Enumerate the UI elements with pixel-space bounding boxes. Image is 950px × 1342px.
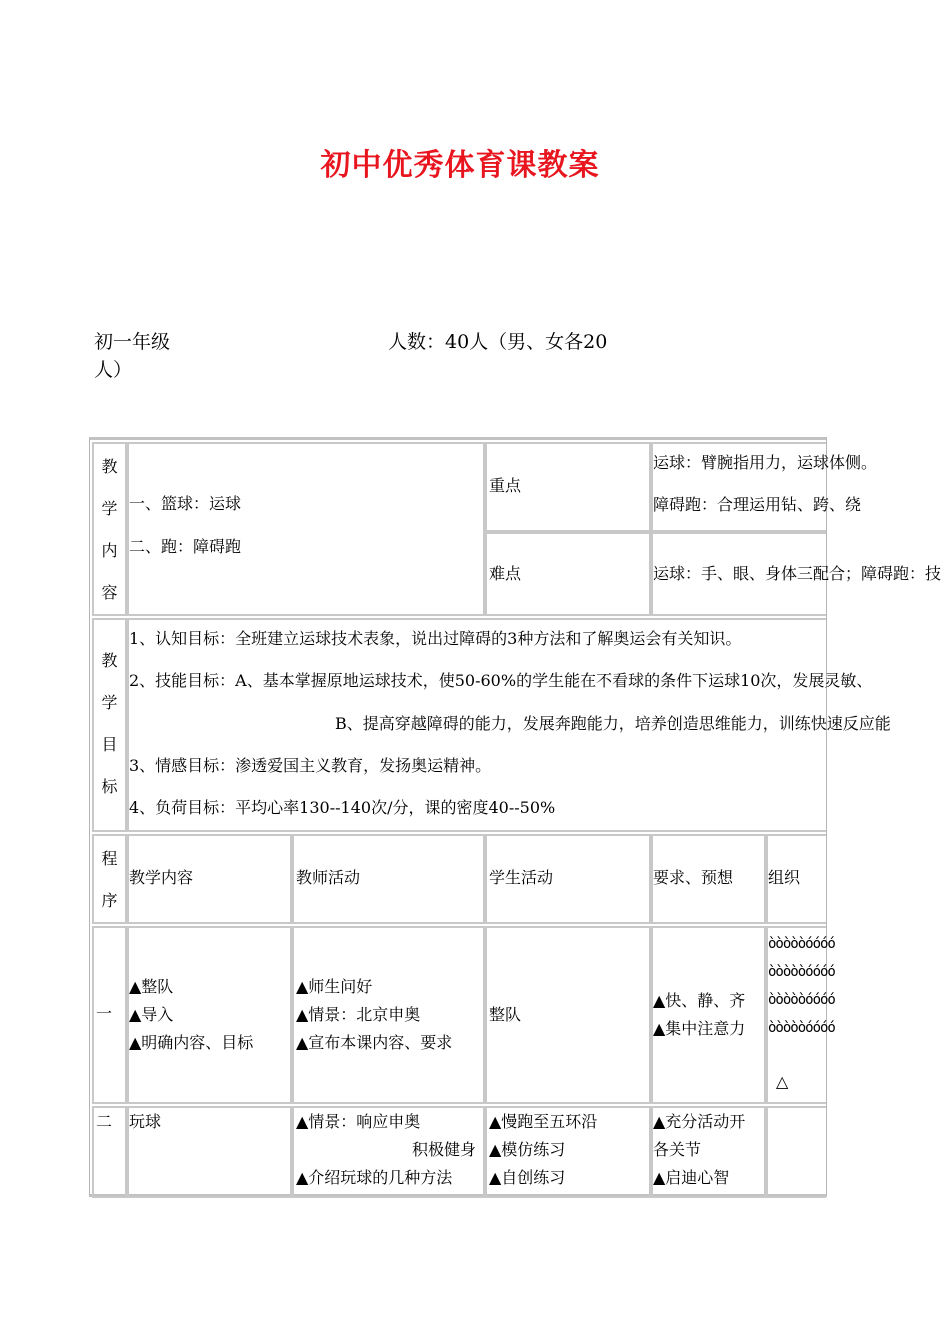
- content-label-char: 教: [101, 457, 118, 476]
- row1-student-cell: [485, 926, 651, 1104]
- header-teacher: 教师活动: [296, 868, 361, 887]
- row2-student-cell: [485, 1106, 651, 1198]
- row1-org-cell: [766, 926, 835, 1104]
- row2-student-item: ▲慢跑至五环沿: [489, 1112, 598, 1131]
- key-label-cell: [485, 442, 651, 532]
- student-count: 人数：40人（男、女各20: [388, 331, 608, 353]
- header-req: 要求、预想: [653, 868, 734, 887]
- row1-req-item: ▲集中注意力: [653, 1019, 746, 1038]
- row1-content-cell: [127, 926, 292, 1104]
- row2-content-cell: [127, 1106, 292, 1198]
- content-item: 一、篮球：运球: [129, 494, 242, 513]
- row2-teacher-item: ▲介绍玩球的几种方法: [296, 1168, 453, 1187]
- goal-line: 2、技能目标：A、基本掌握原地运球技术，使50-60%的学生能在不看球的条件下运球10次，发展灵敏、: [129, 671, 873, 690]
- goal-label-cell: [92, 618, 127, 832]
- goal-label-char: 标: [101, 777, 118, 796]
- goal-label-char: 目: [101, 735, 118, 754]
- row2-student-item: ▲模仿练习: [489, 1140, 566, 1159]
- row2-teacher-item: ▲情景：响应申奥: [296, 1112, 421, 1131]
- row1-order: 一: [96, 1004, 113, 1023]
- header-student-cell: [485, 834, 651, 924]
- row2-order-cell: [92, 1106, 127, 1198]
- student-count-cont: 人）: [94, 359, 133, 381]
- header-order-char: 序: [101, 891, 118, 910]
- diff-text-cell: [651, 532, 942, 616]
- row1-content-item: ▲明确内容、目标: [129, 1033, 254, 1052]
- header-req-cell: [651, 834, 766, 924]
- header-content: 教学内容: [129, 868, 194, 887]
- row2-teacher-item: 积极健身: [412, 1140, 477, 1159]
- row1-student-item: 整队: [489, 1005, 522, 1024]
- header-student: 学生活动: [489, 868, 554, 887]
- formation-row: òòòòòóóóó: [768, 964, 835, 980]
- teacher-position-mark: △: [776, 1072, 789, 1091]
- goal-label-char: 学: [101, 693, 118, 712]
- goals-cell: [127, 618, 891, 832]
- header-teacher-cell: [292, 834, 485, 924]
- row2-req-item: ▲启迪心智: [653, 1168, 730, 1187]
- formation-row: òòòòòóóóó: [768, 1020, 835, 1036]
- header-org: 组织: [768, 868, 801, 887]
- row1-order-cell: [92, 926, 127, 1104]
- content-label-cell: [92, 442, 127, 616]
- goal-label-char: 教: [101, 651, 118, 670]
- row2-req-item: 各关节: [653, 1140, 702, 1159]
- header-org-cell: [766, 834, 826, 924]
- key-line: 障碍跑：合理运用钻、跨、绕: [653, 495, 862, 514]
- lesson-plan-table: [89, 437, 942, 1197]
- goal-line: 4、负荷目标：平均心率130--140次/分，课的密度40--50%: [129, 798, 556, 817]
- diff-text: 运球：手、眼、身体三配合；障碍跑：技: [653, 564, 942, 583]
- key-label: 重点: [489, 476, 522, 495]
- page-title: 初中优秀体育课教案: [320, 148, 600, 183]
- row2-req-item: ▲充分活动开: [653, 1112, 746, 1131]
- row2-student-item: ▲自创练习: [489, 1168, 566, 1187]
- formation-row: òòòòòóóóó: [768, 936, 835, 952]
- content-items-cell: [127, 442, 485, 616]
- grade-label: 初一年级: [94, 331, 171, 353]
- row1-req-cell: [651, 926, 766, 1104]
- row1-teacher-item: ▲情景：北京申奥: [296, 1005, 421, 1024]
- diff-label-cell: [485, 532, 651, 616]
- header-order-char: 程: [101, 849, 118, 868]
- row1-req-item: ▲快、静、齐: [653, 991, 746, 1010]
- header-content-cell: [127, 834, 292, 924]
- goal-line: B、提高穿越障碍的能力，发展奔跑能力，培养创造思维能力，训练快速反应能: [335, 714, 891, 733]
- row2-order: 二: [96, 1112, 113, 1131]
- key-text-cell: [651, 442, 878, 532]
- diff-label: 难点: [489, 564, 522, 583]
- formation-row: òòòòòóóóó: [768, 992, 835, 1008]
- header-order-cell: [92, 834, 127, 924]
- row1-teacher-cell: [292, 926, 485, 1104]
- goal-line: 3、情感目标：渗透爱国主义教育，发扬奥运精神。: [129, 756, 492, 775]
- row1-content-item: ▲整队: [129, 977, 174, 996]
- content-item: 二、跑：障碍跑: [129, 537, 242, 556]
- row1-teacher-item: ▲师生问好: [296, 977, 373, 996]
- content-label-char: 容: [101, 583, 118, 602]
- row1-content-item: ▲导入: [129, 1005, 174, 1024]
- row2-req-cell: [651, 1106, 766, 1198]
- row2-teacher-cell: [292, 1106, 485, 1198]
- content-label-char: 学: [101, 499, 118, 518]
- content-label-char: 内: [101, 541, 118, 560]
- key-line: 运球：臂腕指用力，运球体侧。: [653, 453, 878, 472]
- goal-line: 1、认知目标：全班建立运球技术表象，说出过障碍的3种方法和了解奥运会有关知识。: [129, 629, 742, 648]
- row1-teacher-item: ▲宣布本课内容、要求: [296, 1033, 453, 1052]
- row2-content-item: 玩球: [129, 1112, 162, 1131]
- row2-org-cell: [766, 1106, 826, 1198]
